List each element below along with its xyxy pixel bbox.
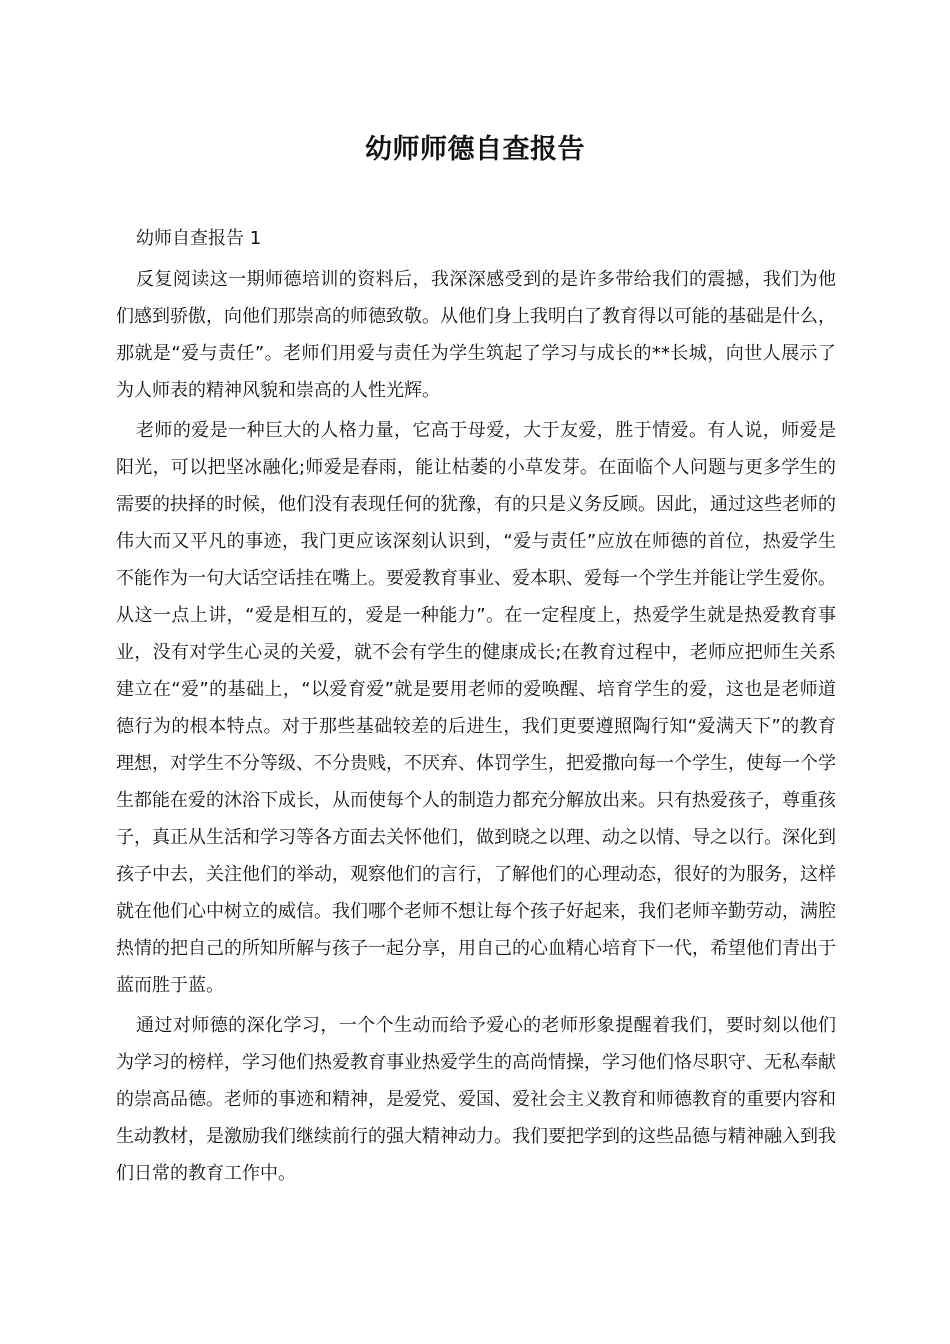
paragraph-1: 反复阅读这一期师德培训的资料后，我深深感受到的是许多带给我们的震撼，我们为他们感到骄傲，向他们那崇高的师德致敬。从他们身上我明白了教育得以可能的基础是什么，那就是“爱与责任”。老师们用爱与责任为学生筑起了学习与成长的**长城，向世人展示了为人师表的精神风貌和崇高的人性光辉。 [116, 269, 836, 401]
document-body [116, 223, 836, 1195]
paragraph-2: 老师的爱是一种巨大的人格力量，它高于母爱，大于友爱，胜于情爱。有人说，师爱是阳光，可以把坚冰融化;师爱是春雨，能让枯萎的小草发芽。在面临个人问题与更多学生的需要的抉择的时候，他们没有表现任何的犹豫，有的只是义务反顾。因此，通过这些老师的伟大而又平凡的事迹，我门更应该深刻认识到，“爱与责任”应放在师德的首位，热爱学生不能作为一句大话空话挂在嘴上。要爱教育事业、爱本职、爱每一个学生并能让学生爱你。从这一点上讲，“爱是相互的，爱是一种能力”。在一定程度上，热爱学生就是热爱教育事业，没有对学生心灵的关爱，就不会有学生的健康成长;在教育过程中，老师应把师生关系建立在“爱”的基础上，“以爱育爱”就是要用老师的爱唤醒、培育学生的爱，这也是老师道德行为的根本特点。对于那些基础较差的后进生，我们更要遵照陶行知“爱满天下”的教育理想，对学生不分等级、不分贵贱，不厌弃、体罚学生，把爱撒向每一个学生，使每一个学生都能在爱的沐浴下成长，从而使每个人的制造力都充分解放出来。只有热爱孩子，尊重孩子，真正从生活和学习等各方面去关怀他们，做到晓之以理、动之以情、导之以行。深化到孩子中去，关注他们的举动，观察他们的言行，了解他们的心理动态，很好的为服务，这样就在他们心中树立的威信。我们哪个老师不想让每个孩子好起来，我们老师辛勤劳动，满腔热情的把自己的所知所解与孩子一起分享，用自己的心血精心培育下一代，希望他们青出于蓝而胜于蓝。 [116, 420, 836, 996]
paragraph-3: 通过对师德的深化学习，一个个生动而给予爱心的老师形象提醒着我们，要时刻以他们为学习的榜样，学习他们热爱教育事业热爱学生的高尚情操，学习他们恪尽职守、无私奉献的崇高品德。老师的事迹和精神，是爱党、爱国、爱社会主义教育和师德教育的重要内容和生动教材，是激励我们继续前行的强大精神动力。我们要把学到的这些品德与精神融入到我们日常的教育工作中。 [116, 1015, 836, 1184]
document-title: 幼师师德自查报告 [365, 134, 585, 165]
section-heading: 幼师自查报告 1 [136, 228, 262, 249]
